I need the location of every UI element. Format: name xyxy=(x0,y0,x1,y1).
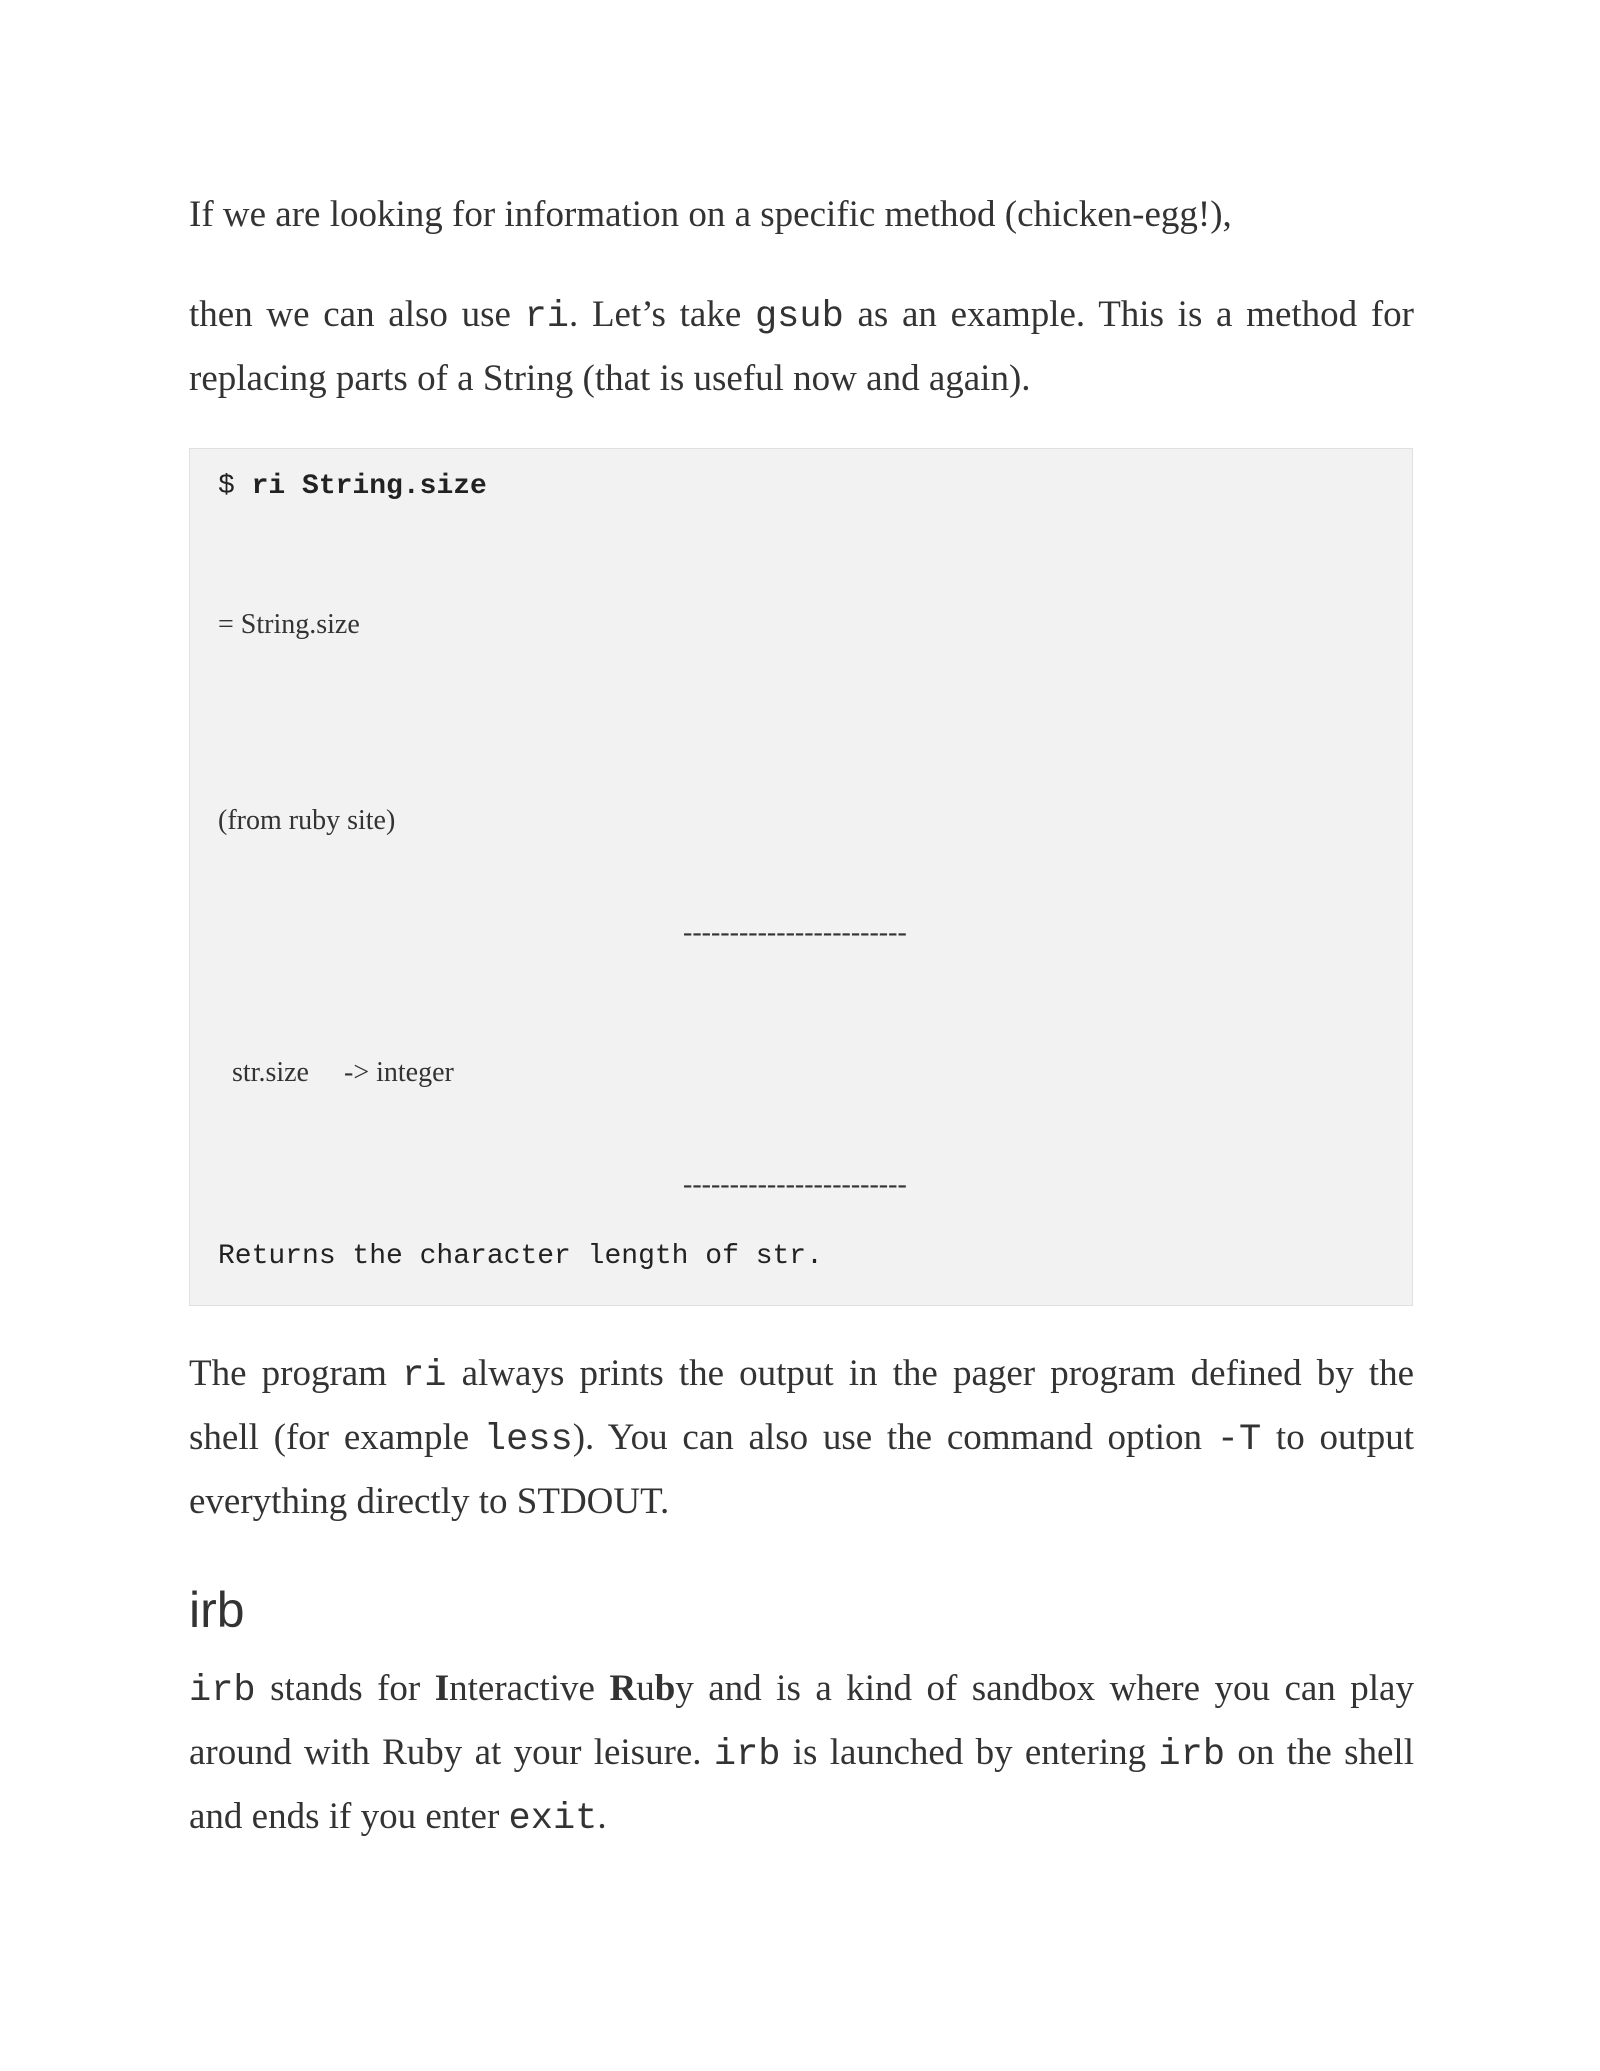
text-run: as an example. This is a method for replacing parts of a String (that is useful now and again). xyxy=(189,294,1414,399)
text-run: ). You can also use the command option xyxy=(572,1417,1217,1458)
inline-code-ri: ri xyxy=(402,1355,447,1397)
intro-paragraph xyxy=(189,284,1414,410)
text-run: to output everything directly to STDOUT. xyxy=(189,1417,1415,1522)
text-run: . Let’s take xyxy=(569,294,755,335)
code-separator: ------------------------ xyxy=(683,917,907,948)
inline-code-irb: irb xyxy=(713,1734,781,1776)
code-signature-call: str.size xyxy=(232,1057,309,1088)
text-run: stands for xyxy=(255,1668,435,1709)
irb-paragraph: irb stands for Interactive Ruby and is a kind of sandbox where you can play around with Ruby at your leisure. irb is launched by entering irb on the shell and ends if you enter exit. xyxy=(189,1668,1414,1840)
code-heading-line: = String.size xyxy=(218,609,360,640)
inline-code-exit: exit xyxy=(508,1798,598,1840)
inline-code-irb: irb xyxy=(189,1670,256,1712)
bold-letters: R xyxy=(609,1668,637,1709)
shell-command: ri String.size xyxy=(251,471,487,502)
intro-text: If we are looking for information on a specific method (chicken-egg!), xyxy=(189,194,1232,235)
pager-paragraph xyxy=(189,1343,1414,1533)
inline-code-ri: ri xyxy=(524,296,570,338)
intro-line xyxy=(189,184,1414,246)
code-command-line xyxy=(218,471,487,502)
text-run: The program xyxy=(189,1353,403,1394)
code-description: Returns the character length of str. xyxy=(218,1241,823,1272)
text-run: on the shell and ends if you enter xyxy=(189,1732,1414,1837)
code-signature-return: -> integer xyxy=(344,1057,454,1088)
inline-code-gsub: gsub xyxy=(754,296,844,338)
text-run: nteractive xyxy=(449,1668,610,1709)
bold-letter: I xyxy=(434,1668,450,1709)
bold-letter: b xyxy=(654,1668,676,1709)
text-run: y and is a kind of sandbox where you can play around with Ruby at your leisure. xyxy=(189,1668,1414,1773)
code-separator: ------------------------ xyxy=(683,1169,907,1200)
code-block xyxy=(189,448,1413,1306)
section-heading-irb: irb xyxy=(189,1582,245,1638)
inline-code-less: less xyxy=(483,1419,573,1461)
inline-code-irb: irb xyxy=(1158,1734,1226,1776)
text-run: then we can also use xyxy=(189,294,525,335)
shell-prompt: $ xyxy=(218,471,252,502)
text-run: . xyxy=(597,1796,607,1837)
code-source-line: (from ruby site) xyxy=(218,805,396,836)
text-run: always prints the output in the pager program defined by the shell (for example xyxy=(189,1353,1414,1458)
inline-code-option: -T xyxy=(1216,1419,1262,1461)
text-run: is launched by entering xyxy=(780,1732,1159,1773)
